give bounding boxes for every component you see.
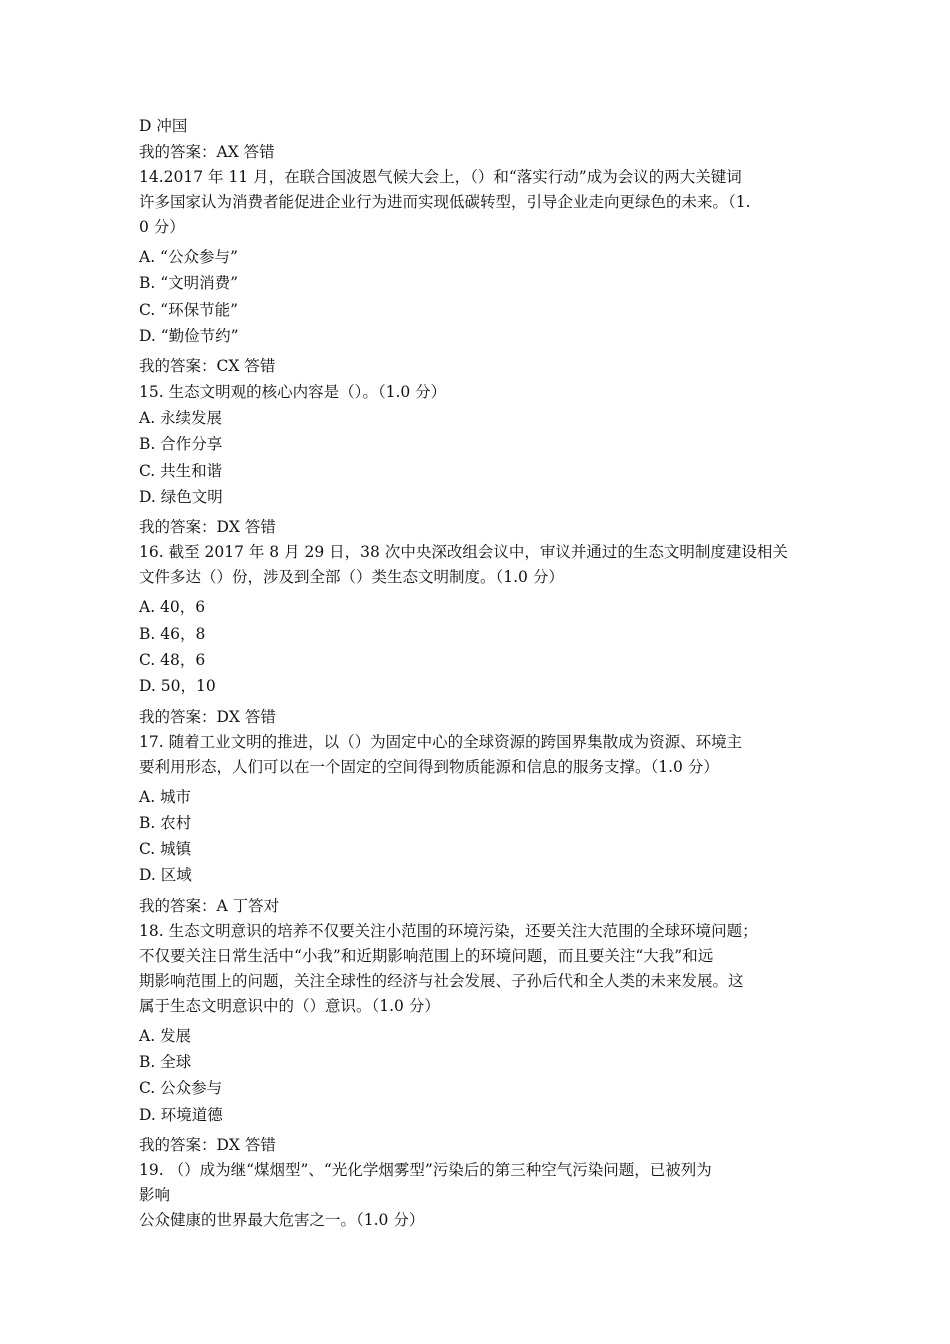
q14-option-c: C. “环保节能”	[139, 300, 239, 319]
q14-answer: 我的答案：CX 答错	[139, 357, 276, 376]
q16-option-d: D. 50，10	[139, 677, 216, 696]
option-d-prev: D 冲国	[139, 117, 188, 135]
question-18	[139, 919, 829, 1019]
q18-answer: 我的答案：DX 答错	[139, 1135, 276, 1154]
question-14	[139, 165, 829, 240]
question-19-line-2: 影响	[139, 1185, 171, 1204]
question-18-line-2: 不仅要关注日常生活中“小我”和近期影响范围上的环境问题，而且要关注“大我”和远	[139, 946, 714, 965]
document-body	[139, 113, 829, 1233]
q14-option-d: D. “勤俭节约”	[139, 326, 239, 345]
q16-answer: 我的答案：DX 答错	[139, 707, 276, 726]
q17-option-c: C. 城镇	[139, 840, 192, 859]
q15-option-c: C. 共生和谐	[139, 461, 223, 480]
question-15: 15. 生态文明观的核心内容是（）。（1.0 分）	[139, 383, 447, 402]
q17-option-d: D. 区域	[139, 866, 192, 885]
q17-option-a: A. 城市	[139, 787, 192, 806]
question-18-line-1: 18. 生态文明意识的培养不仅要关注小范围的环境污染，还要关注大范围的全球环境问题；	[139, 921, 758, 940]
q16-option-c: C. 48，6	[139, 650, 206, 669]
question-18-line-4: 属于生态文明意识中的（）意识。（1.0 分）	[139, 996, 440, 1015]
q16-option-b: B. 46，8	[139, 624, 206, 643]
q15-option-a: A. 永续发展	[139, 409, 223, 428]
answer-prev: 我的答案：AX 答错	[139, 143, 275, 161]
q14-option-b: B. “文明消费”	[139, 274, 239, 293]
q17-option-b: B. 农村	[139, 813, 192, 832]
question-14-line-2: 许多国家认为消费者能促进企业行为进而实现低碳转型，引导企业走向更绿色的未来。（1.	[139, 193, 751, 211]
q16-option-a: A. 40，6	[139, 598, 206, 617]
q17-answer: 我的答案：A 丁答对	[139, 896, 280, 915]
question-16-line-2: 文件多达（）份，涉及到全部（）类生态文明制度。（1.0 分）	[139, 568, 564, 587]
question-16	[139, 540, 829, 590]
q15-answer: 我的答案：DX 答错	[139, 518, 276, 537]
question-17-line-1: 17. 随着工业文明的推进，以（）为固定中心的全球资源的跨国界集散成为资源、环境主	[139, 732, 743, 751]
q18-option-b: B. 全球	[139, 1053, 192, 1072]
q14-option-a: A. “公众参与”	[139, 248, 238, 266]
q18-option-d: D. 环境道德	[139, 1105, 223, 1124]
q15-option-b: B. 合作分享	[139, 435, 223, 454]
question-19-line-1: 19. （）成为继“煤烟型”、“光化学烟雾型”污染后的第三种空气污染问题，已被列为	[139, 1160, 712, 1179]
question-18-line-3: 期影响范围上的问题，关注全球性的经济与社会发展、子孙后代和全人类的未来发展。这	[139, 971, 744, 990]
question-16-line-1: 16. 截至 2017 年 8 月 29 日，38 次中央深改组会议中，审议并通过的生态文明制度建设相关	[139, 543, 788, 562]
question-17	[139, 730, 829, 780]
q15-option-d: D. 绿色文明	[139, 488, 223, 507]
question-14-line-3: 0 分）	[139, 218, 185, 236]
question-19	[139, 1158, 829, 1233]
question-19-line-3: 公众健康的世界最大危害之一。（1.0 分）	[139, 1210, 425, 1229]
question-17-line-2: 要利用形态，人们可以在一个固定的空间得到物质能源和信息的服务支撑。（1.0 分）	[139, 757, 719, 776]
question-14-line-1: 14.2017 年 11 月，在联合国波恩气候大会上，（）和“落实行动”成为会议的两大关键词	[139, 168, 742, 186]
q18-option-c: C. 公众参与	[139, 1079, 223, 1098]
q18-option-a: A. 发展	[139, 1026, 192, 1045]
